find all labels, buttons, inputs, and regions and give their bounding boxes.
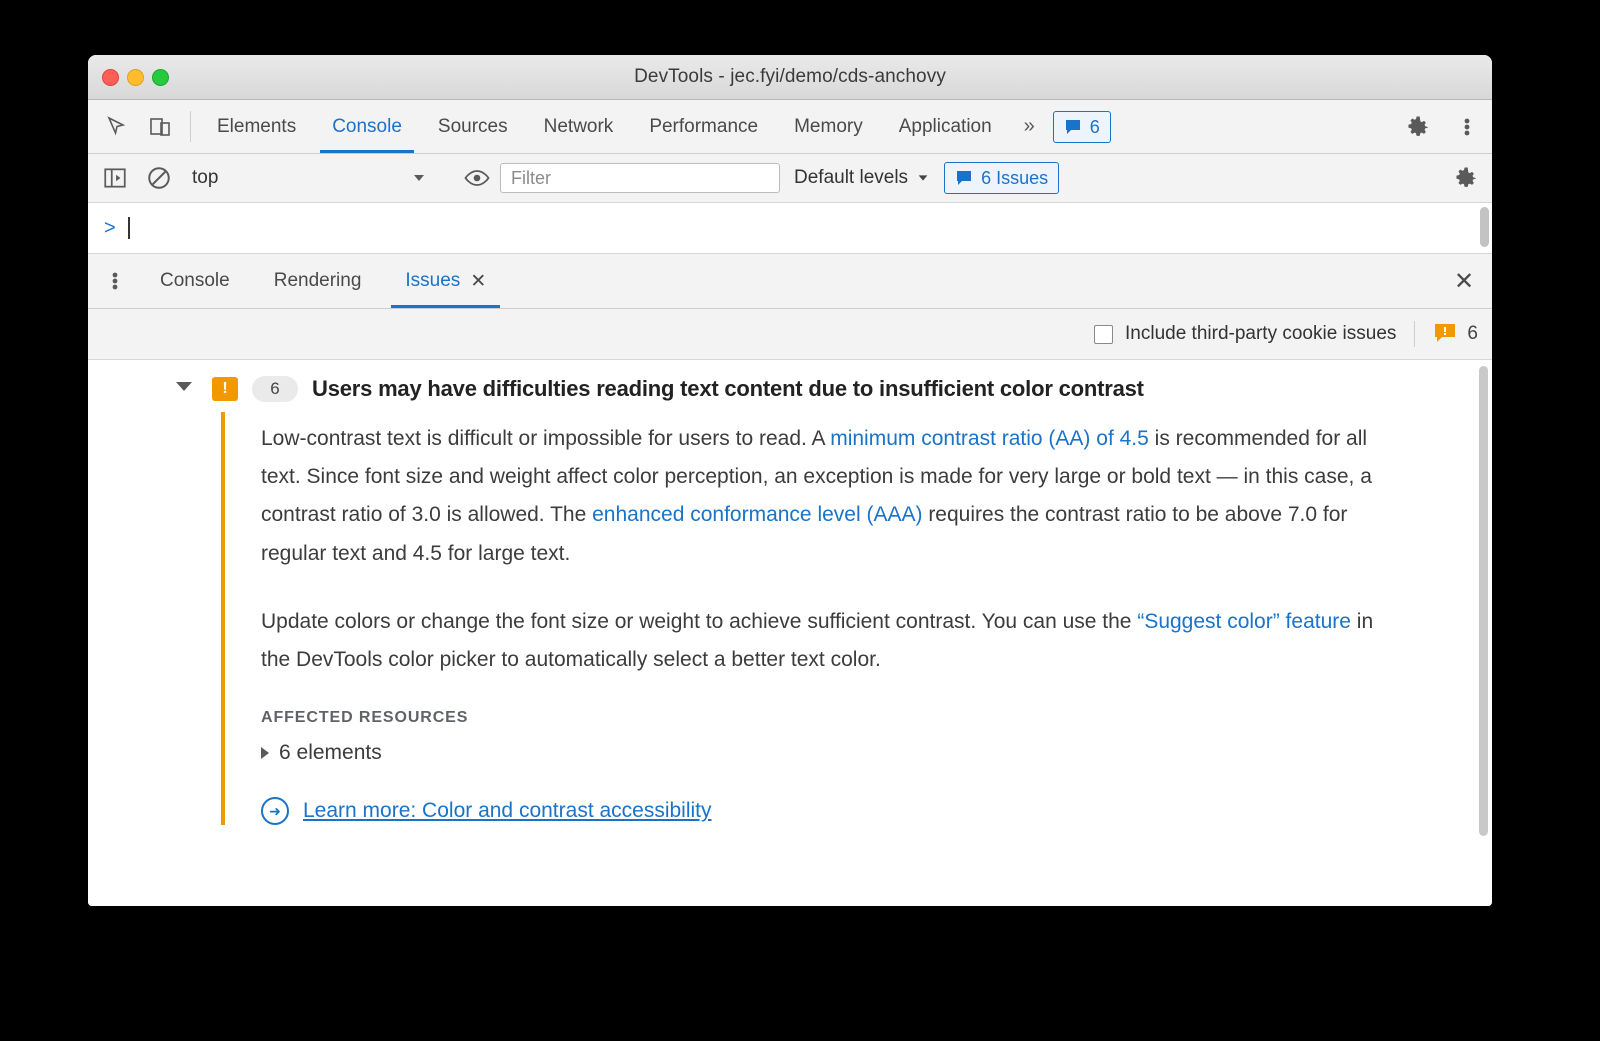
console-scrollbar-thumb[interactable]: [1480, 207, 1489, 247]
suggest-color-link[interactable]: “Suggest color” feature: [1137, 609, 1351, 633]
toolbar-spacer: [1115, 100, 1392, 153]
chevron-down-icon: [916, 171, 930, 185]
minimize-window-button[interactable]: [127, 69, 144, 86]
third-party-cookie-checkbox-row[interactable]: [1094, 323, 1396, 345]
close-tab-icon[interactable]: ✕: [470, 270, 487, 292]
window-controls[interactable]: [102, 69, 169, 86]
issues-list: [88, 360, 1492, 906]
tab-label: Console: [332, 115, 402, 137]
log-levels-selector[interactable]: [782, 167, 942, 189]
main-tab-strip: [88, 100, 1492, 154]
clear-console-icon[interactable]: [138, 157, 180, 199]
learn-more-link[interactable]: Learn more: Color and contrast accessibility: [303, 799, 712, 823]
tab-sources[interactable]: [420, 100, 526, 153]
console-settings-gear-icon[interactable]: [1444, 157, 1486, 199]
tab-elements[interactable]: [199, 100, 314, 153]
tab-network[interactable]: [526, 100, 632, 153]
execution-context-selector[interactable]: [182, 163, 435, 193]
inspect-element-icon[interactable]: [94, 100, 138, 153]
drawer-tab-rendering[interactable]: [252, 254, 384, 308]
warning-count-label: 6: [1467, 323, 1478, 344]
tab-application[interactable]: [881, 100, 1010, 153]
minimum-contrast-link[interactable]: minimum contrast ratio (AA) of 4.5: [830, 427, 1149, 450]
settings-gear-icon[interactable]: [1392, 100, 1442, 153]
tab-performance[interactable]: [631, 100, 776, 153]
collapse-triangle-icon[interactable]: [176, 382, 192, 391]
drawer-tab-label: Console: [160, 270, 230, 291]
filter-input[interactable]: [500, 163, 780, 193]
external-link-arrow-icon: ➜: [261, 797, 289, 825]
tab-label: Elements: [217, 115, 297, 137]
devtools-window: [88, 55, 1492, 906]
close-drawer-label: ✕: [1453, 267, 1475, 295]
tab-label: Performance: [649, 115, 759, 137]
expand-triangle-icon[interactable]: [261, 747, 269, 759]
live-expression-eye-icon[interactable]: [456, 157, 498, 199]
paragraph-text: Low-contrast text is difficult or impossible for users to read. A: [261, 427, 831, 450]
console-toolbar: [88, 154, 1492, 203]
more-tabs-icon[interactable]: [1010, 100, 1049, 153]
drawer-tab-label: Issues: [405, 270, 461, 291]
issues-count-label: 6: [1089, 116, 1100, 137]
drawer-tab-spacer: [508, 254, 1436, 308]
issue-row-header[interactable]: [88, 360, 1492, 412]
speech-bubble-icon: [955, 169, 973, 187]
drawer-tab-console[interactable]: [138, 254, 252, 308]
drawer-tab-strip: [88, 254, 1492, 309]
log-levels-label: Default levels: [794, 167, 909, 188]
toolbar-divider: [190, 111, 191, 142]
affected-elements-label: 6 elements: [279, 741, 382, 765]
issue-description-paragraph-1: [261, 420, 1389, 573]
execution-context-label: top: [192, 167, 219, 188]
issue-title: Users may have difficulties reading text content due to insufficient color contrast: [312, 376, 1144, 401]
warning-icon: !: [212, 377, 238, 401]
tab-label: Memory: [794, 115, 863, 137]
issue-description-paragraph-2: [261, 603, 1389, 679]
drawer-menu-kebab-icon[interactable]: [92, 254, 138, 308]
console-prompt-row[interactable]: [88, 203, 1492, 254]
drawer-tab-issues[interactable]: [383, 254, 508, 308]
issues-toolbar-button[interactable]: [944, 162, 1059, 194]
issues-warning-count: [1433, 323, 1478, 345]
issues-filter-bar: [88, 309, 1492, 360]
more-tabs-label: »: [1023, 115, 1035, 137]
close-drawer-icon[interactable]: [1436, 254, 1492, 308]
console-sidebar-icon[interactable]: [94, 157, 136, 199]
speech-bubble-icon: [1064, 118, 1082, 136]
prompt-arrow-icon: >: [104, 216, 116, 239]
tab-label: Network: [543, 115, 614, 137]
issues-button-label: 6 Issues: [981, 167, 1049, 188]
issues-scrollbar-thumb[interactable]: [1479, 366, 1488, 836]
tab-console[interactable]: [314, 100, 420, 153]
tab-memory[interactable]: [776, 100, 881, 153]
device-toolbar-icon[interactable]: [138, 100, 182, 153]
paragraph-text: in the DevTools color picker to automatically select a better text color.: [261, 609, 1374, 672]
checkbox-icon[interactable]: [1094, 325, 1113, 344]
tab-label: Sources: [437, 115, 508, 137]
paragraph-text: is recommended for all text. Since font size and weight affect color perception, an exception is made for very large or bold text — in this case, a contrast ratio of 3.0 is allowed. The: [261, 427, 1372, 527]
maximize-window-button[interactable]: [152, 69, 169, 86]
third-party-cookie-label: Include third-party cookie issues: [1125, 323, 1397, 344]
issue-details: [221, 412, 1492, 825]
enhanced-conformance-link[interactable]: enhanced conformance level (AAA): [592, 503, 923, 527]
title-bar: [88, 55, 1492, 100]
affected-elements-row[interactable]: [261, 741, 1492, 765]
window-title: DevTools - jec.fyi/demo/cds-anchovy: [634, 66, 946, 87]
panel-tabs: [199, 100, 1010, 153]
paragraph-text: Update colors or change the font size or weight to achieve sufficient contrast. You can use the: [261, 609, 1138, 633]
text-caret: [128, 217, 130, 239]
issue-count-chip: 6: [252, 376, 298, 402]
issues-counter-button[interactable]: [1053, 111, 1111, 143]
main-menu-kebab-icon[interactable]: [1442, 100, 1492, 153]
affected-resources-label: AFFECTED RESOURCES: [261, 709, 469, 727]
chevron-down-icon: [411, 170, 427, 186]
drawer-tab-label: Rendering: [273, 270, 362, 291]
tab-label: Application: [898, 115, 992, 137]
learn-more-row[interactable]: [261, 797, 1492, 825]
warning-bubble-icon: [1433, 323, 1457, 345]
close-window-button[interactable]: [102, 69, 119, 86]
issues-bar-divider: [1414, 321, 1415, 347]
paragraph-text: requires the contrast ratio to be above 7.0 for regular text and 4.5 for large text.: [261, 503, 1348, 565]
